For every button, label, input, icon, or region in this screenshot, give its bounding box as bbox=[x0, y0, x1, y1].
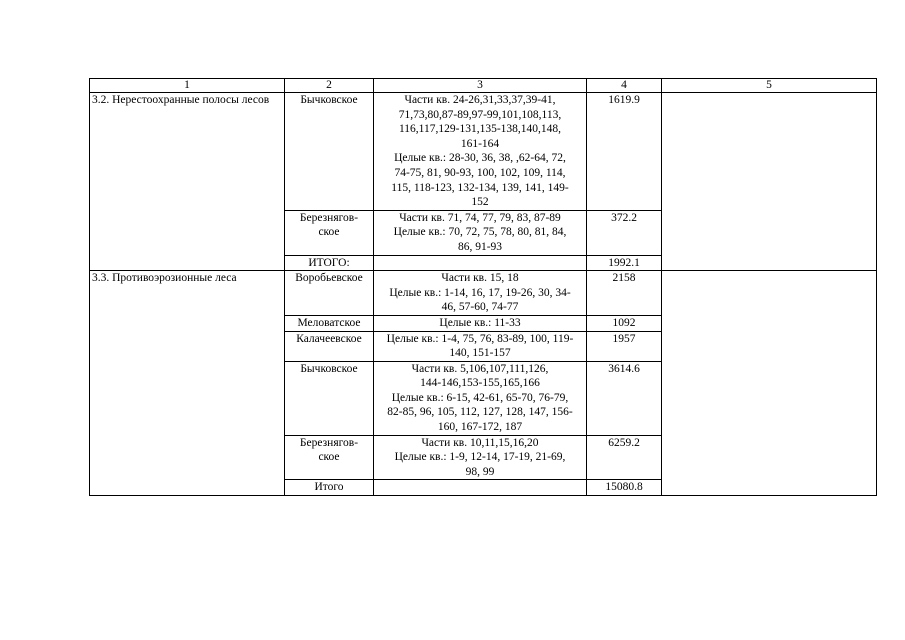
quarters-line: Целые кв.: 6-15, 42-61, 65-70, 76-79, bbox=[391, 391, 569, 404]
district-line: ское bbox=[318, 226, 340, 239]
district-line: ское bbox=[318, 451, 340, 464]
header-col-5: 5 bbox=[662, 79, 877, 93]
district-line: Меловатское bbox=[297, 316, 361, 329]
district-line: Бычковское bbox=[300, 362, 358, 375]
district-cell bbox=[285, 210, 374, 255]
table-body bbox=[90, 79, 877, 496]
quarters-cell bbox=[374, 361, 587, 435]
district-cell bbox=[285, 315, 374, 331]
area-cell: 1992.1 bbox=[587, 255, 662, 271]
area-cell: 6259.2 bbox=[587, 435, 662, 480]
quarters-line: Части кв. 10,11,15,16,20 bbox=[421, 436, 539, 449]
quarters-line: 71,73,80,87-89,97-99,101,108,113, bbox=[398, 108, 562, 121]
quarters-cell bbox=[374, 331, 587, 361]
quarters-cell bbox=[374, 315, 587, 331]
area-cell: 1092 bbox=[587, 315, 662, 331]
area-cell: 1957 bbox=[587, 331, 662, 361]
district-cell bbox=[285, 331, 374, 361]
district-line: Воробьевское bbox=[295, 272, 363, 285]
quarters-line: 152 bbox=[471, 196, 489, 209]
quarters-line: 161-164 bbox=[460, 137, 500, 150]
district-cell bbox=[285, 255, 374, 271]
quarters-cell bbox=[374, 271, 587, 316]
quarters-cell bbox=[374, 255, 587, 271]
area-cell: 2158 bbox=[587, 271, 662, 316]
table-row bbox=[90, 93, 877, 211]
table-row bbox=[90, 271, 877, 316]
quarters-line: 82-85, 96, 105, 112, 127, 128, 147, 156- bbox=[387, 406, 573, 419]
quarters-line: 116,117,129-131,135-138,140,148, bbox=[398, 123, 562, 136]
quarters-line: 98, 99 bbox=[465, 465, 495, 478]
quarters-line: 46, 57-60, 74-77 bbox=[441, 301, 519, 314]
area-cell: 15080.8 bbox=[587, 480, 662, 496]
quarters-line: Целые кв.: 70, 72, 75, 78, 80, 81, 84, bbox=[393, 226, 567, 239]
district-line: Березнягов- bbox=[299, 211, 359, 224]
quarters-cell bbox=[374, 480, 587, 496]
quarters-line: 115, 118-123, 132-134, 139, 141, 149- bbox=[391, 181, 569, 194]
quarters-line: Целые кв.: 28-30, 36, 38, ,62-64, 72, bbox=[394, 152, 566, 165]
district-line: ИТОГО: bbox=[308, 256, 350, 269]
quarters-line: Целые кв.: 11-33 bbox=[439, 316, 521, 329]
area-cell: 372.2 bbox=[587, 210, 662, 255]
district-line: Итого bbox=[314, 481, 344, 494]
district-line: Березнягов- bbox=[299, 436, 359, 449]
quarters-line: 140, 151-157 bbox=[449, 347, 511, 360]
district-line: Бычковское bbox=[300, 94, 358, 106]
area-cell: 3614.6 bbox=[587, 361, 662, 435]
district-cell bbox=[285, 361, 374, 435]
area-cell: 1619.9 bbox=[587, 93, 662, 211]
district-cell bbox=[285, 93, 374, 211]
header-row bbox=[90, 79, 877, 93]
district-cell bbox=[285, 480, 374, 496]
quarters-cell bbox=[374, 210, 587, 255]
header-col-4: 4 bbox=[587, 79, 662, 93]
quarters-line: Части кв. 71, 74, 77, 79, 83, 87-89 bbox=[399, 211, 561, 224]
quarters-line: Целые кв.: 1-4, 75, 76, 83-89, 100, 119- bbox=[386, 332, 574, 345]
section-title: 3.2. Нерестоохранные полосы лесов bbox=[90, 93, 285, 271]
forest-table bbox=[89, 78, 877, 496]
quarters-line: 74-75, 81, 90-93, 100, 102, 109, 114, bbox=[394, 166, 566, 179]
notes-cell bbox=[662, 271, 877, 496]
district-cell bbox=[285, 271, 374, 316]
quarters-line: Целые кв.: 1-14, 16, 17, 19-26, 30, 34- bbox=[389, 286, 571, 299]
district-cell bbox=[285, 435, 374, 480]
district-line: Калачеевское bbox=[296, 332, 362, 345]
quarters-line: Части кв. 5,106,107,111,126, bbox=[411, 362, 549, 375]
quarters-line: 86, 91-93 bbox=[457, 240, 503, 253]
quarters-line: Части кв. 15, 18 bbox=[441, 272, 519, 285]
quarters-cell bbox=[374, 93, 587, 211]
notes-cell bbox=[662, 93, 877, 271]
header-col-2: 2 bbox=[285, 79, 374, 93]
quarters-line: Части кв. 24-26,31,33,37,39-41, bbox=[404, 94, 556, 106]
header-col-3: 3 bbox=[374, 79, 587, 93]
quarters-line: Целые кв.: 1-9, 12-14, 17-19, 21-69, bbox=[394, 451, 566, 464]
section-title: 3.3. Противоэрозионные леса bbox=[90, 271, 285, 496]
quarters-cell bbox=[374, 435, 587, 480]
header-col-1: 1 bbox=[90, 79, 285, 93]
quarters-line: 144-146,153-155,165,166 bbox=[420, 377, 540, 390]
quarters-line: 160, 167-172, 187 bbox=[437, 421, 523, 434]
